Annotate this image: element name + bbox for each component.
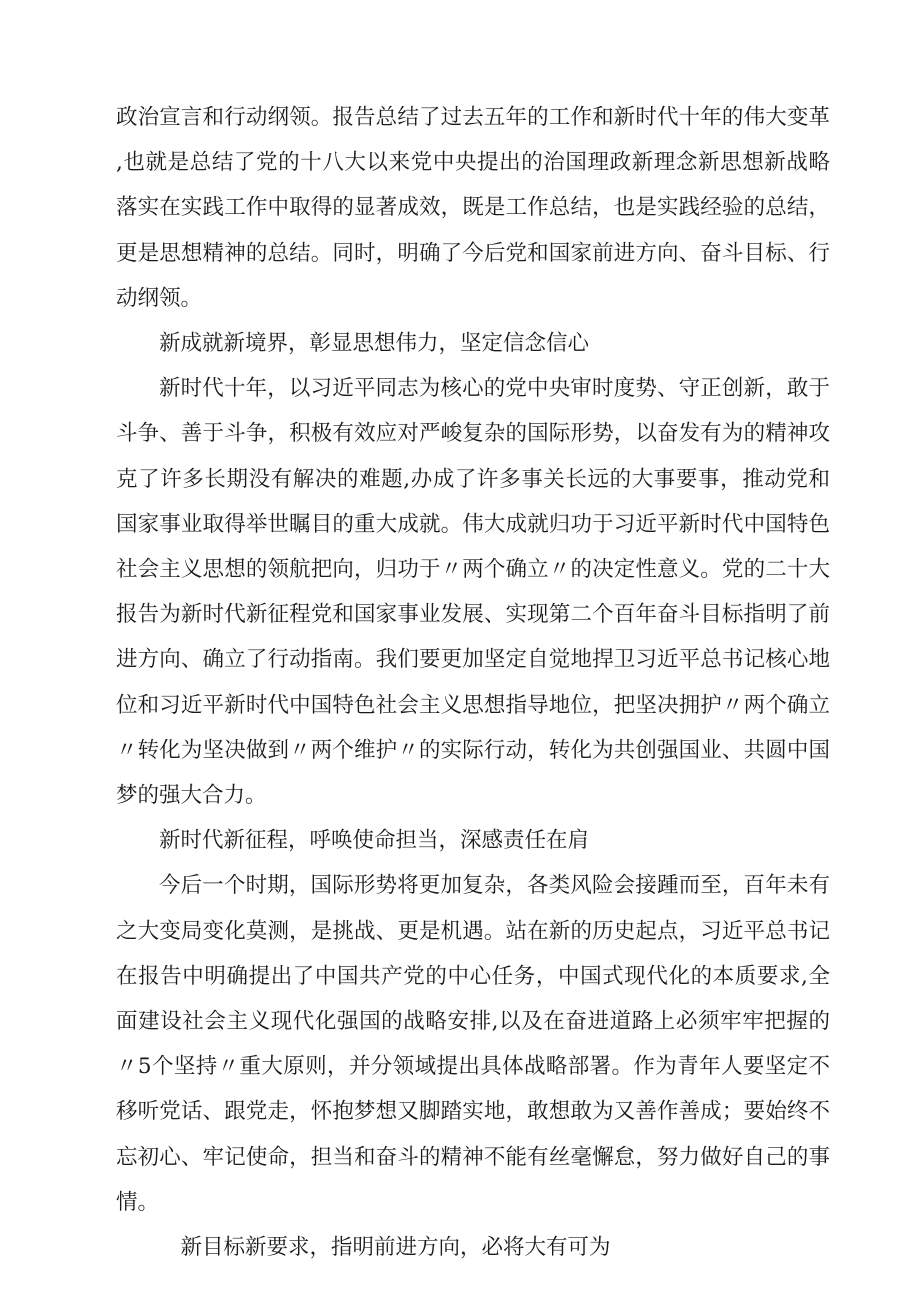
paragraph-new-era-decade: 新时代十年，以习近平同志为核心的党中央审时度势、守正创新，敢于斗争、善于斗争，积极有效应对严峻复杂的国际形势，以奋发有为的精神攻克了许多长期没有解决的难题,办成了许多事关长远的大事要事，推动党和国家事业取得举世瞩目的重大成就。伟大成就归功于习近平新时代中国特色社会主义思想的领航把向，归功于〃两个确立〃的决定性意义。党的二十大报告为新时代新征程党和国家事业发展、实现第二个百年奋斗目标指明了前进方向、确立了行动指南。我们要更加坚定自觉地捍卫习近平总书记核心地位和习近平新时代中国特色社会主义思想指导地位，把坚决拥护〃两个确立〃转化为坚决做到〃两个维护〃的实际行动，转化为共创强国业、共圆中国梦的强大合力。 bbox=[116, 376, 830, 809]
section-heading-new-journey: 新时代新征程，呼唤使命担当，深感责任在肩 bbox=[159, 828, 590, 854]
section-heading-new-achievements: 新成就新境界，彰显思想伟力，坚定信念信心 bbox=[159, 331, 590, 357]
paragraph-future-period: 今后一个时期，国际形势将更加复杂，各类风险会接踵而至，百年未有之大变局变化莫测，是挑战、更是机遇。站在新的历史起点，习近平总书记在报告中明确提出了中国共产党的中心任务，中国式现代化的本质要求,全面建设社会主义现代化强国的战略安排,以及在奋进道路上必须牢牢把握的〃5个坚持〃重大原则，并分领域提出具体战略部署。作为青年人要坚定不移听党话、跟党走，怀抱梦想又脚踏实地，敢想敢为又善作善成；要始终不忘初心、牢记使命，担当和奋斗的精神不能有丝毫懈怠，努力做好自己的事情。 bbox=[116, 873, 830, 1215]
document-body bbox=[116, 95, 830, 1270]
paragraph-intro-continuation: 政治宣言和行动纲领。报告总结了过去五年的工作和新时代十年的伟大变革,也就是总结了党的十八大以来党中央提出的治国理政新理念新思想新战略落实在实践工作中取得的显著成效，既是工作总结，也是实践经验的总结，更是思想精神的总结。同时，明确了今后党和国家前进方向、奋斗目标、行动纲领。 bbox=[116, 105, 830, 311]
section-heading-new-goals: 新目标新要求，指明前进方向，必将大有可为 bbox=[180, 1235, 611, 1261]
